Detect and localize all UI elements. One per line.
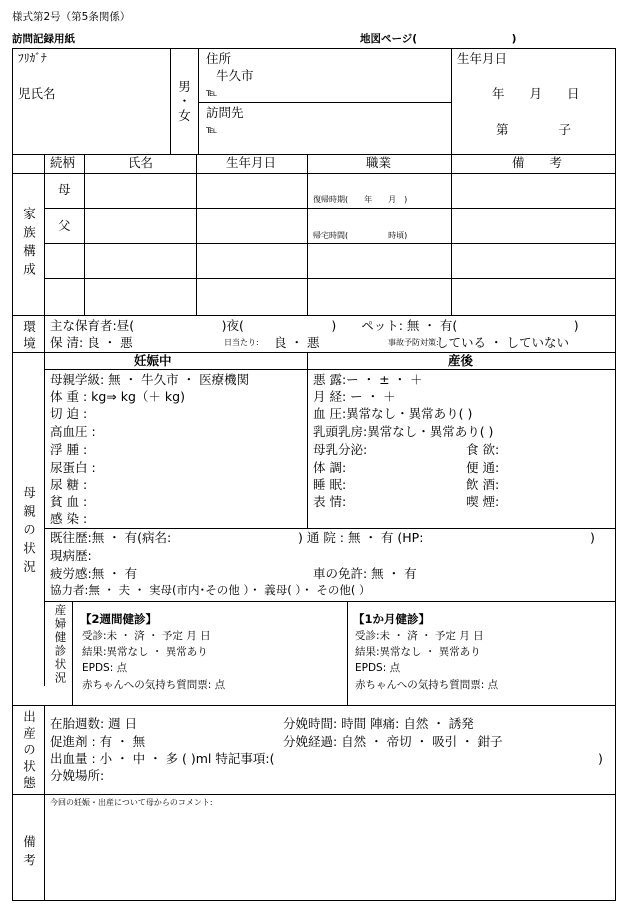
postpartum-header: 産後 [448, 353, 474, 368]
two-week-result[interactable]: 結果:異常なし ・ 異常あり [82, 646, 208, 658]
col-job: 職業 [366, 155, 392, 170]
post-menses[interactable]: 月 経: ー ・ ＋ [313, 389, 396, 404]
post-lochia[interactable]: 悪 露:ー ・ ± ・ ＋ [313, 372, 423, 387]
return-time-field[interactable]: 復帰時期( 年 月 ) [313, 195, 408, 204]
env-safety-label: 事故予防対策: [388, 338, 439, 347]
helpers[interactable]: 協力者:無 ・ 夫 ・ 実母(市内･その他 ）・ 義母( ）・ その他( ） [50, 583, 371, 597]
col-remarks: 備 考 [512, 155, 563, 170]
one-month-visit[interactable]: 受診:未 ・ 済 ・ 予定 月 日 [355, 630, 484, 642]
post-breast[interactable]: 乳頭乳房:異常なし・異常あり( ) [313, 424, 494, 439]
birth-order-field[interactable]: 第 子 [496, 122, 572, 137]
post-smoking[interactable]: 喫 煙: [466, 494, 500, 509]
env-sunlight[interactable]: 良 ・ 悪 [274, 335, 320, 350]
home-time-field[interactable]: 帰宅時間( 時頃) [313, 231, 408, 240]
post-lactation[interactable]: 母乳分泌: [313, 442, 368, 457]
post-bowel[interactable]: 便 通: [466, 460, 500, 475]
birth-date-label: 生年月日 [457, 51, 508, 66]
col-name: 氏名 [128, 155, 154, 170]
col-birth: 生年月日 [226, 155, 277, 170]
remarks-section-label: 備考 [21, 835, 37, 872]
city-name: 牛久市 [216, 68, 254, 83]
drivers-license[interactable]: 車の免許: 無 ・ 有 [313, 566, 417, 581]
form-number: 様式第2号（第5条関係） [12, 11, 131, 23]
two-week-epds[interactable]: EPDS: 点 [82, 662, 128, 674]
post-condition[interactable]: 体 調: [313, 460, 347, 475]
one-month-title: 【1か月健診】 [353, 612, 431, 626]
current-illness[interactable]: 現病歴: [50, 548, 92, 563]
hospital-visit-close: ) [590, 530, 595, 545]
two-week-title: 【2週間健診】 [80, 612, 158, 626]
preg-class[interactable]: 母親学級: 無 ・ 牛久市 ・ 医療機関 [50, 372, 250, 387]
post-alcohol[interactable]: 飲 酒: [466, 477, 500, 492]
preg-hypertension[interactable]: 高血圧 : [50, 424, 96, 439]
one-month-epds[interactable]: EPDS: 点 [355, 662, 401, 674]
fatigue[interactable]: 疲労感:無 ・ 有 [50, 566, 138, 581]
tel-label-2: ℡ [206, 124, 218, 136]
mother-comment-area[interactable] [46, 812, 612, 898]
env-hygiene[interactable]: 保 清: 良 ・ 悪 [50, 335, 133, 350]
preg-anemia[interactable]: 貧 血 : [50, 494, 88, 509]
gestation-weeks[interactable]: 在胎週数: 週 日 [50, 716, 138, 731]
delivery-place[interactable]: 分娩場所: [50, 768, 105, 783]
relation-mother: 母 [58, 182, 71, 197]
env-section-label: 環境 [21, 320, 37, 353]
map-page-field[interactable]: 地図ページ( ) [360, 33, 517, 45]
preg-edema[interactable]: 浮 腫 : [50, 442, 88, 457]
mother-section-label: 母親の状況 [21, 486, 37, 579]
visit-address-label: 訪問先 [206, 105, 244, 120]
birth-section-label: 出産の状態 [21, 710, 37, 793]
family-section-label: 家族構成 [21, 207, 37, 281]
notes-close: ) [598, 751, 603, 766]
sex-selector[interactable]: 男・女 [176, 80, 192, 124]
relation-father: 父 [58, 218, 71, 233]
col-relation: 続柄 [50, 155, 76, 170]
pregnancy-header: 妊娠中 [134, 353, 172, 368]
address-label: 住所 [206, 51, 232, 66]
env-sunlight-label: 日当たり: [224, 338, 259, 347]
post-expression[interactable]: 表 情: [313, 494, 347, 509]
preg-weight[interactable]: 体 重 : kg⇒ kg（＋ kg) [50, 389, 185, 404]
blood-loss-notes[interactable]: 出血量 : 小 ・ 中 ・ 多 ( )ml 特記事項:( [50, 751, 275, 766]
preg-threatened[interactable]: 切 迫 : [50, 406, 88, 421]
preg-urine-sugar[interactable]: 尿 糖 : [50, 477, 88, 492]
checkup-section-label: 産婦健診状況 [53, 604, 68, 685]
env-safety[interactable]: している ・ していない [436, 335, 569, 350]
env-caregiver-pet[interactable]: 主な保育者:昼( )夜( ) ペット: 無 ・ 有( ) [50, 318, 579, 333]
post-sleep[interactable]: 睡 眠: [313, 477, 347, 492]
child-name-label: 児氏名 [18, 86, 56, 101]
post-blood-pressure[interactable]: 血 圧:異常なし・異常あり( ) [313, 406, 473, 421]
two-week-baby-feelings[interactable]: 赤ちゃんへの気持ち質問票: 点 [82, 679, 226, 691]
hospital-visit[interactable]: ) 通 院 : 無 ・ 有 (HP: [298, 530, 424, 545]
mother-comment-label: 今回の妊娠・出産について母からのコメント: [50, 798, 213, 807]
delivery-course[interactable]: 分娩経過: 自然 ・ 帝切 ・ 吸引 ・ 鉗子 [283, 734, 503, 749]
tel-label-1: ℡ [206, 87, 218, 99]
one-month-result[interactable]: 結果:異常なし ・ 異常あり [355, 646, 481, 658]
labor-time-onset[interactable]: 分娩時間: 時間 陣痛: 自然 ・ 誘発 [283, 716, 474, 731]
two-week-visit[interactable]: 受診:未 ・ 済 ・ 予定 月 日 [82, 630, 211, 642]
preg-urine-protein[interactable]: 尿蛋白 : [50, 460, 96, 475]
post-appetite[interactable]: 食 欲: [466, 442, 500, 457]
one-month-baby-feelings[interactable]: 赤ちゃんへの気持ち質問票: 点 [355, 679, 499, 691]
form-title: 訪問記録用紙 [12, 33, 75, 45]
preg-infection[interactable]: 感 染 : [50, 511, 88, 526]
induction-agent[interactable]: 促進剤 : 有 ・ 無 [50, 734, 146, 749]
furigana-label: ﾌﾘｶﾞﾅ [18, 51, 47, 65]
medical-history[interactable]: 既往歴:無 ・ 有(病名: [50, 530, 172, 545]
birth-date-field[interactable]: 年 月 日 [492, 86, 580, 101]
